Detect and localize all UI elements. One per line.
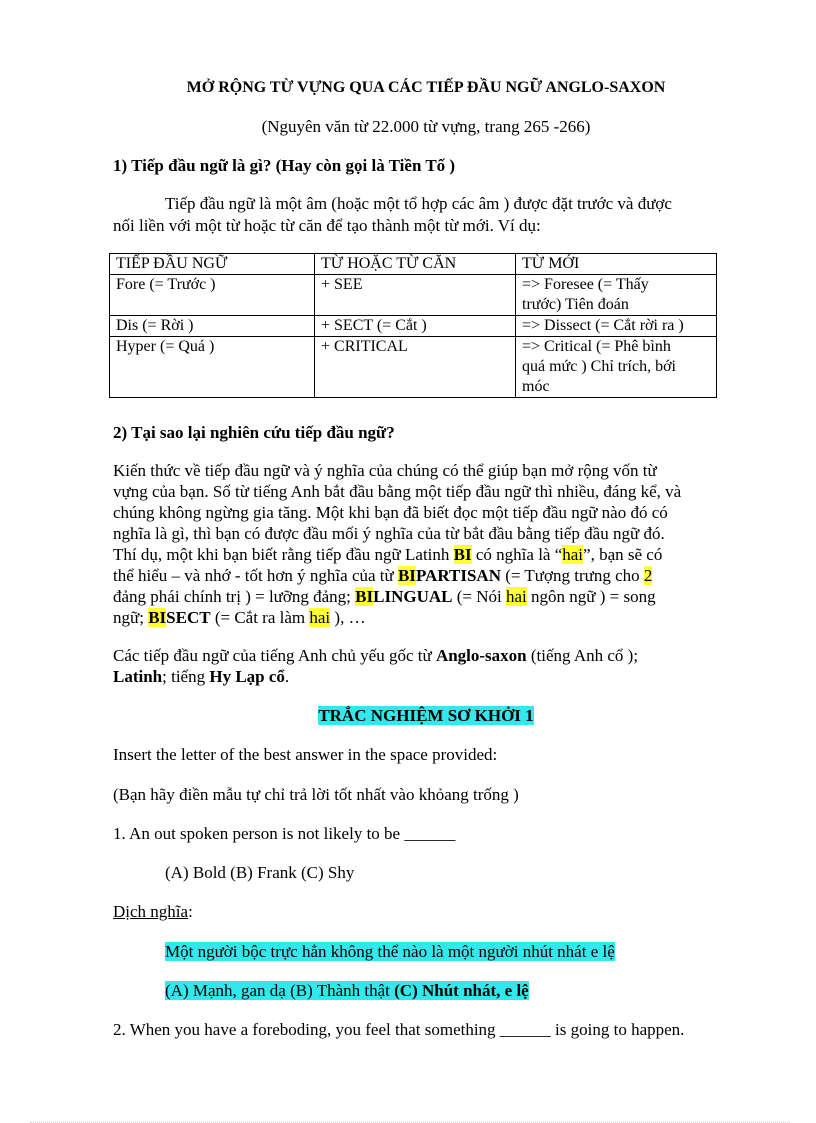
highlighted-prefix-bi: BI bbox=[148, 608, 167, 627]
bold-word: Anglo-saxon bbox=[435, 646, 527, 665]
text-run: đảng phái chính trị ) = lưỡng đảng; bbox=[113, 587, 356, 606]
table-row bbox=[110, 316, 717, 337]
text-run: (= Tượng trưng cho bbox=[500, 566, 644, 585]
translation-line-wrap bbox=[165, 941, 615, 963]
table-cell-root: + CRITICAL bbox=[315, 337, 516, 398]
paragraph-line bbox=[113, 645, 638, 667]
table-row bbox=[110, 275, 717, 316]
paragraph-line bbox=[113, 607, 366, 629]
text-run: ngữ; bbox=[113, 608, 149, 627]
table-cell-new-word: => Dissect (= Cắt rời ra ) bbox=[516, 316, 717, 337]
bold-word: Latinh bbox=[113, 667, 163, 686]
section-1-text-line-1: Tiếp đầu ngữ là một âm (hoặc một tổ hợp các âm ) được đặt trước và được bbox=[165, 194, 672, 213]
table-row bbox=[110, 337, 717, 398]
paragraph-line bbox=[113, 565, 652, 587]
section-1-heading: 1) Tiếp đầu ngữ là gì? (Hay còn gọi là Tiền Tố ) bbox=[113, 156, 456, 175]
bold-word: SECT bbox=[166, 608, 211, 627]
highlighted-word-hai: hai bbox=[309, 608, 331, 627]
question-1-answer-options: (A) Mạnh, gan dạ (B) Thành thật bbox=[165, 981, 395, 1000]
paragraph-line: Kiến thức về tiếp đầu ngữ và ý nghĩa của chúng có thể giúp bạn mở rộng vốn từ bbox=[113, 461, 657, 480]
document-title: MỞ RỘNG TỪ VỰNG QUA CÁC TIẾP ĐẦU NGỮ ANGLO-SAXON bbox=[186, 79, 666, 96]
text-run: (tiếng Anh cổ ); bbox=[526, 646, 639, 665]
bold-word: LINGUAL bbox=[373, 587, 453, 606]
answer-line-wrap bbox=[165, 980, 529, 1002]
paragraph-line: nghĩa là gì, thì bạn có được đầu mối ý nghĩa của từ bắt đầu bằng tiếp đầu ngữ đó. bbox=[113, 524, 665, 543]
translation-label-line bbox=[113, 901, 193, 923]
text-run: Thí dụ, một khi bạn biết rằng tiếp đầu ngữ Latinh bbox=[113, 545, 454, 564]
document-subtitle: (Nguyên văn từ 22.000 từ vựng, trang 265 -266) bbox=[261, 117, 591, 136]
text-run: . bbox=[284, 667, 290, 686]
table-cell-new-word bbox=[516, 337, 717, 398]
text-run: Các tiếp đầu ngữ của tiếng Anh chủ yếu gốc từ bbox=[113, 646, 436, 665]
table-cell-root: + SECT (= Cắt ) bbox=[315, 316, 516, 337]
paragraph-line bbox=[113, 586, 656, 608]
text-run: ; tiếng bbox=[162, 667, 210, 686]
table-cell-prefix: Hyper (= Quá ) bbox=[110, 337, 315, 398]
table-header-row bbox=[110, 254, 717, 275]
table-header-new-word: TỪ MỚI bbox=[516, 254, 717, 275]
text-run: ngôn ngữ ) = song bbox=[526, 587, 656, 606]
bold-word: PARTISAN bbox=[415, 566, 501, 585]
paragraph-line: chúng không ngừng gia tăng. Một khi bạn đã biết đọc một tiếp đầu ngữ nào đó có bbox=[113, 503, 668, 522]
highlighted-prefix-bi: BI bbox=[453, 545, 472, 564]
text-run: ”, bạn sẽ có bbox=[583, 545, 663, 564]
highlighted-prefix-bi: BI bbox=[397, 566, 416, 585]
cell-line: móc bbox=[522, 378, 550, 395]
question-1-translation: Một người bộc trực hẳn không thể nào là một người nhút nhát e lệ bbox=[165, 942, 615, 961]
table-cell-prefix: Dis (= Rời ) bbox=[110, 316, 315, 337]
cell-line: => Critical (= Phê bình bbox=[522, 338, 671, 355]
highlighted-prefix-bi: BI bbox=[355, 587, 374, 606]
text-run: thể hiểu – và nhớ - tốt hơn ý nghĩa của từ bbox=[113, 566, 398, 585]
highlighted-word-hai: hai bbox=[562, 545, 584, 564]
quiz-question-1-options: (A) Bold (B) Frank (C) Shy bbox=[165, 863, 355, 882]
question-1-correct-answer: (C) Nhút nhát, e lệ bbox=[394, 981, 529, 1000]
bold-word: Hy Lạp cổ bbox=[209, 667, 285, 686]
table-cell-new-word bbox=[516, 275, 717, 316]
text-run: ), … bbox=[330, 608, 366, 627]
cell-line: => Foresee (= Thấy bbox=[522, 276, 649, 293]
quiz-instruction-en: Insert the letter of the best answer in the space provided: bbox=[113, 745, 498, 764]
table-cell-root: + SEE bbox=[315, 275, 516, 316]
quiz-heading-wrap bbox=[0, 705, 816, 727]
paragraph-line bbox=[113, 544, 662, 566]
highlighted-word-hai: hai bbox=[505, 587, 527, 606]
translation-label: Dịch nghĩa bbox=[113, 902, 189, 921]
quiz-question-2: 2. When you have a foreboding, you feel that something ______ is going to happen. bbox=[113, 1020, 685, 1039]
paragraph-line: vựng của bạn. Số từ tiếng Anh bắt đầu bằng một tiếp đầu ngữ thì nhiều, đáng kể, và bbox=[113, 482, 682, 501]
section-1-text-line-2: nối liền với một từ hoặc từ căn để tạo thành một từ mới. Ví dụ: bbox=[113, 216, 541, 235]
translation-colon: : bbox=[188, 902, 193, 921]
text-run: (= Nói bbox=[452, 587, 506, 606]
quiz-question-1: 1. An out spoken person is not likely to be ______ bbox=[113, 824, 456, 843]
prefix-table bbox=[109, 253, 717, 398]
section-2-heading: 2) Tại sao lại nghiên cứu tiếp đầu ngữ? bbox=[113, 423, 395, 442]
table-header-root: TỪ HOẶC TỪ CĂN bbox=[315, 254, 516, 275]
text-run: (= Cắt ra làm bbox=[210, 608, 310, 627]
text-run: có nghĩa là “ bbox=[471, 545, 563, 564]
paragraph-line bbox=[113, 666, 289, 688]
table-header-prefix: TIẾP ĐẦU NGỮ bbox=[110, 254, 315, 275]
cell-line: trước) Tiên đoán bbox=[522, 296, 629, 313]
quiz-instruction-vi: (Bạn hãy điền mẫu tự chỉ trả lời tốt nhất vào khỏang trống ) bbox=[113, 785, 519, 804]
cell-line: quá mức ) Chỉ trích, bới bbox=[522, 358, 676, 375]
table-cell-prefix: Fore (= Trước ) bbox=[110, 275, 315, 316]
quiz-heading: TRẮC NGHIỆM SƠ KHỞI 1 bbox=[318, 706, 534, 725]
highlighted-number-two: 2 bbox=[643, 566, 653, 585]
